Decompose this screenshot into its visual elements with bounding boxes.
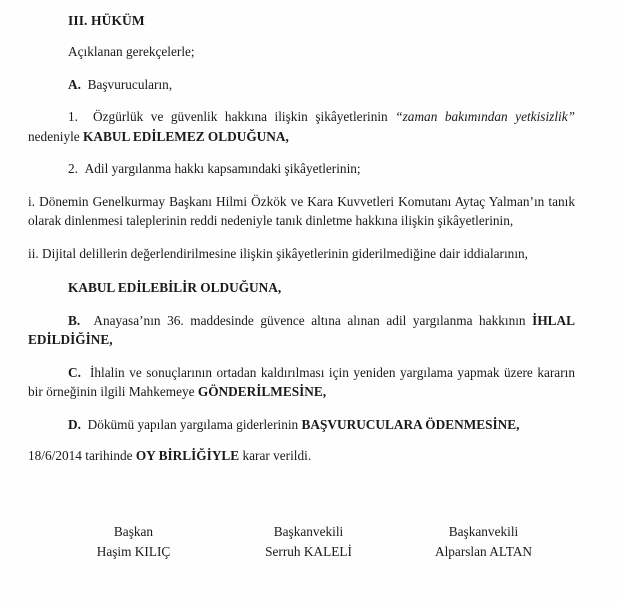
- paragraph-section-d: [28, 415, 575, 435]
- paragraph-section-c: [28, 363, 575, 402]
- signature-column-1: [46, 522, 221, 562]
- intro-text: Açıklanan gerekçelerle;: [68, 44, 195, 59]
- decision-unanimity: OY BİRLİĞİYLE: [135, 448, 240, 464]
- paragraph-item-1: [28, 107, 575, 146]
- item1-text-mid: nedeniyle: [28, 128, 80, 144]
- item1-number: 1.: [68, 109, 78, 125]
- decision-date-after: karar verildi.: [242, 448, 312, 464]
- signature-name: Serruh KALELİ: [265, 543, 352, 559]
- paragraph-item-2: [28, 159, 575, 179]
- item-i-text: i. Dönemin Genelkurmay Başkanı Hilmi Özkök ve Kara Kuvvetleri Komutanı Aytaç Yalman’ın tanık olarak dinlenmesi taleplerinin reddi nedeniyle tanık dinletme hakkına ilişkin şikâyetlerinin,: [28, 193, 575, 229]
- item-ii-text: ii. Dijital delillerin değerlendirilmesine ilişkin şikâyetlerinin giderilmediğine dair iddialarının,: [28, 245, 528, 261]
- paragraph-section-a: [28, 75, 575, 95]
- kabul-edilebilir-text: KABUL EDİLEBİLİR OLDUĞUNA,: [68, 280, 282, 296]
- section-d-bold-ruling: BAŞVURUCULARA ÖDENMESİNE,: [301, 416, 520, 432]
- signature-role: Başkan: [113, 523, 154, 539]
- section-d-text: Dökümü yapılan yargılama giderlerinin: [87, 416, 299, 432]
- section-d-label: D.: [68, 416, 81, 432]
- decision-date-before: 18/6/2014 tarihinde: [28, 448, 133, 464]
- section-b-bold-ruling: İHLAL EDİLDİĞİNE,: [28, 312, 576, 348]
- signature-block: [28, 522, 575, 562]
- signature-name: Haşim KILIÇ: [96, 543, 171, 559]
- item1-text-before: Özgürlük ve güvenlik hakkına ilişkin şikâyetlerinin: [93, 109, 388, 125]
- item1-bold-ruling: KABUL EDİLEMEZ OLDUĞUNA,: [83, 128, 289, 144]
- signature-role: Başkanvekili: [448, 523, 519, 539]
- signature-column-3: [396, 522, 571, 562]
- paragraph-kabul-edilebilir: [28, 278, 575, 298]
- paragraph-intro: [28, 42, 575, 62]
- paragraph-decision-date: [28, 446, 575, 466]
- section-c-text: İhlalin ve sonuçlarının ortadan kaldırılması için yeniden yargılama yapmak üzere kararın bir örneğinin ilgili Mahkemeye: [28, 364, 575, 400]
- paragraph-section-b: [28, 311, 575, 350]
- section-b-label: B.: [68, 312, 81, 328]
- signature-role: Başkanvekili: [273, 523, 344, 539]
- item2-text: Adil yargılanma hakkı kapsamındaki şikâyetlerinin;: [84, 161, 361, 177]
- section-c-label: C.: [68, 364, 81, 380]
- item1-quote: “zaman bakımından yetkisizlik”: [395, 109, 576, 125]
- section-a-label: A.: [68, 76, 81, 92]
- paragraph-item-i: [28, 192, 575, 231]
- signature-column-2: [221, 522, 396, 562]
- signature-name: Alparslan ALTAN: [434, 543, 533, 559]
- page-title: III. HÜKÜM: [68, 13, 145, 28]
- paragraph-item-ii: [28, 244, 575, 264]
- section-c-bold-ruling: GÖNDERİLMESİNE,: [197, 384, 327, 400]
- item2-number: 2.: [68, 161, 78, 177]
- section-b-text: Anayasa’nın 36. maddesinde güvence altına alınan adil yargılanma hakkının: [93, 312, 526, 328]
- section-a-text: Başvurucuların,: [87, 76, 173, 92]
